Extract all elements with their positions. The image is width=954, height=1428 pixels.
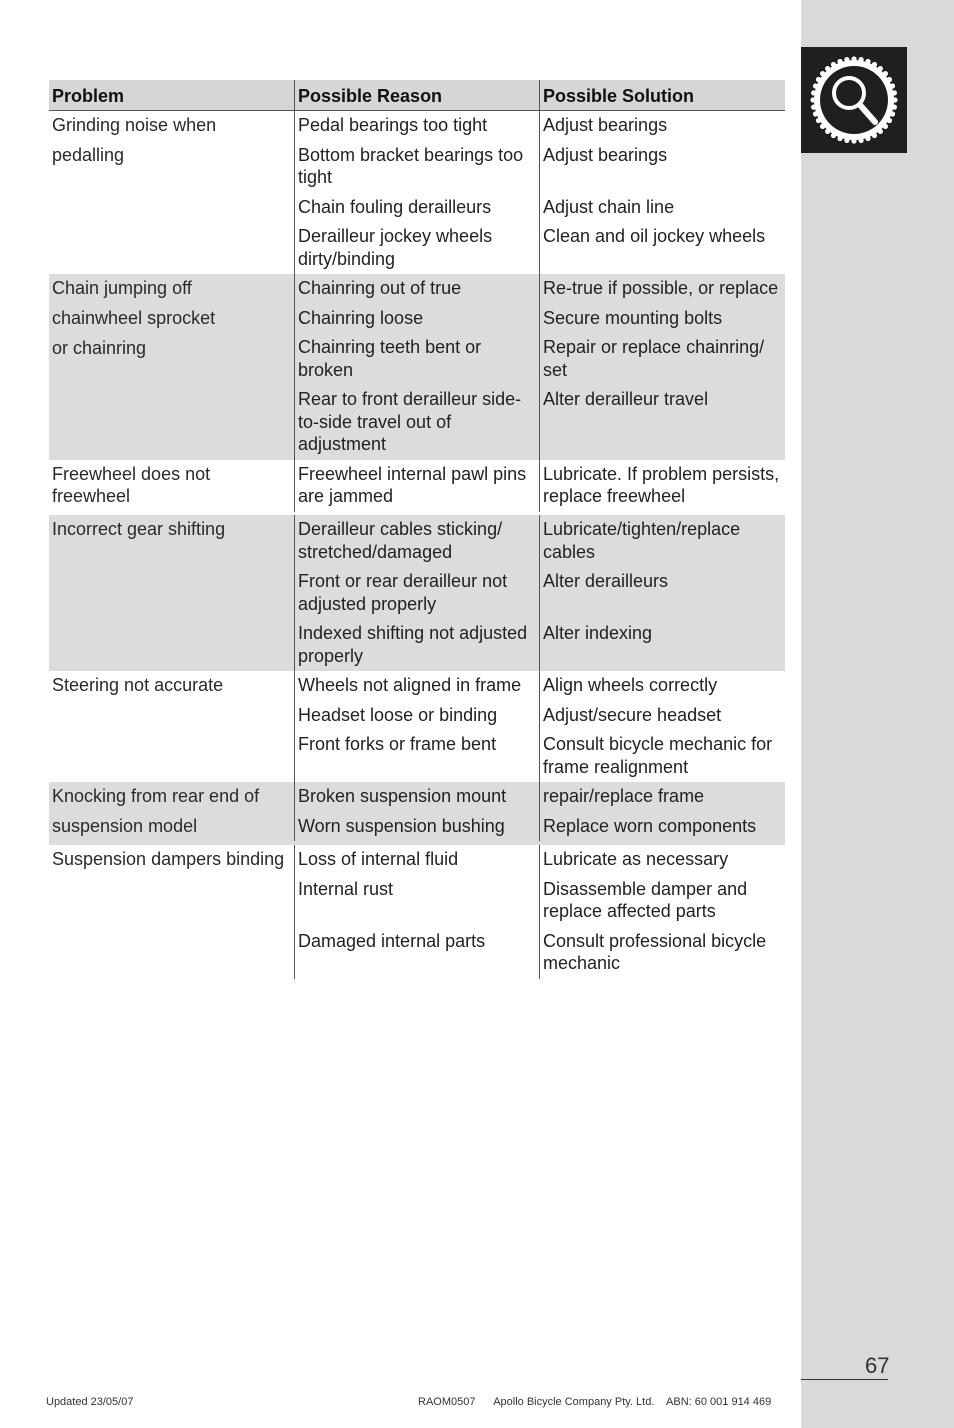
table-row — [294, 812, 785, 842]
reason-cell: Bottom bracket bearings too tight — [294, 141, 539, 193]
reason-cell: Chain fouling derailleurs — [294, 193, 539, 223]
reason-cell: Wheels not aligned in frame — [294, 671, 539, 701]
solution-cell: repair/replace frame — [539, 782, 785, 812]
table-row — [294, 304, 785, 334]
problem-text: Incorrect gear shifting — [52, 519, 226, 539]
table-body — [49, 111, 785, 979]
problem-cell — [49, 515, 294, 671]
solution-cell: Disassemble damper and replace affected parts — [539, 875, 785, 927]
table-row-group — [49, 671, 785, 782]
reason-cell: Derailleur cables sticking/ stretched/damaged — [294, 515, 539, 567]
table-row-group — [49, 515, 785, 671]
header-reason: Possible Reason — [294, 80, 539, 110]
reason-cell: Chainring teeth bent or broken — [294, 333, 539, 385]
header-problem: Problem — [52, 86, 125, 106]
reason-cell: Internal rust — [294, 875, 539, 927]
reason-cell: Indexed shifting not adjusted properly — [294, 619, 539, 671]
footer-updated: Updated 23/05/07 — [46, 1396, 134, 1408]
table-row — [294, 671, 785, 701]
problem-text: Freewheel does not freewheel — [52, 463, 211, 506]
table-row — [294, 111, 785, 141]
problem-text: suspension model — [52, 816, 198, 836]
table-row-group — [49, 845, 785, 979]
solution-cell: Re-true if possible, or replace — [539, 274, 785, 304]
reason-cell: Rear to front derailleur side-to-side travel out of adjustment — [294, 385, 539, 460]
table-header — [49, 80, 785, 111]
reason-cell: Worn suspension bushing — [294, 812, 539, 842]
solution-cell: Alter derailleur travel — [539, 385, 785, 460]
reason-cell: Derailleur jockey wheels dirty/binding — [294, 222, 539, 274]
section-badge — [801, 47, 907, 153]
header-solution: Possible Solution — [539, 80, 785, 110]
table-row — [294, 782, 785, 812]
problem-cell — [49, 274, 294, 460]
problem-text: Steering not accurate — [52, 675, 224, 695]
table-row — [294, 333, 785, 385]
solution-cell: Adjust chain line — [539, 193, 785, 223]
problem-text: chainwheel sprocket — [52, 308, 216, 328]
solution-cell: Adjust bearings — [539, 111, 785, 141]
table-row-group — [49, 274, 785, 460]
table-row-group — [49, 111, 785, 274]
table-row — [294, 141, 785, 193]
reason-cell: Freewheel internal pawl pins are jammed — [294, 460, 539, 512]
problem-text: Grinding noise when — [52, 115, 217, 135]
table-row — [294, 567, 785, 619]
table-row — [294, 274, 785, 304]
reason-cell: Headset loose or binding — [294, 701, 539, 731]
problem-text: Chain jumping off — [52, 278, 192, 298]
problem-cell — [49, 845, 294, 979]
problem-text: or chainring — [52, 338, 147, 358]
table-row — [294, 845, 785, 875]
table-row — [294, 385, 785, 460]
solution-cell: Consult professional bicycle mechanic — [539, 927, 785, 979]
solution-cell: Consult bicycle mechanic for frame realignment — [539, 730, 785, 782]
problem-cell — [49, 782, 294, 845]
problem-cell — [49, 671, 294, 782]
reason-cell: Pedal bearings too tight — [294, 111, 539, 141]
problem-cell — [49, 460, 294, 516]
table-row — [294, 460, 785, 512]
solution-cell: Alter indexing — [539, 619, 785, 671]
reason-cell: Chainring loose — [294, 304, 539, 334]
table-row — [294, 701, 785, 731]
solution-cell: Lubricate as necessary — [539, 845, 785, 875]
reason-cell: Damaged internal parts — [294, 927, 539, 979]
problem-cell — [49, 111, 294, 274]
solution-cell: Adjust bearings — [539, 141, 785, 193]
page-number-rule — [801, 1379, 888, 1380]
solution-cell: Align wheels correctly — [539, 671, 785, 701]
reason-cell: Front forks or frame bent — [294, 730, 539, 782]
problem-text: Suspension dampers binding — [52, 849, 285, 869]
table-row-group — [49, 782, 785, 845]
reason-cell: Chainring out of true — [294, 274, 539, 304]
magnifier-gear-icon — [809, 55, 899, 145]
table-row — [294, 193, 785, 223]
right-sidebar — [801, 0, 954, 1428]
solution-cell: Adjust/secure headset — [539, 701, 785, 731]
solution-cell: Repair or replace chainring/ set — [539, 333, 785, 385]
reason-cell: Front or rear derailleur not adjusted properly — [294, 567, 539, 619]
page-number: 67 — [865, 1353, 890, 1378]
reason-cell: Broken suspension mount — [294, 782, 539, 812]
solution-cell: Lubricate/tighten/replace cables — [539, 515, 785, 567]
table-row — [294, 515, 785, 567]
problem-text: Knocking from rear end of — [52, 786, 260, 806]
table-row-group — [49, 460, 785, 516]
solution-cell: Secure mounting bolts — [539, 304, 785, 334]
solution-cell: Clean and oil jockey wheels — [539, 222, 785, 274]
solution-cell: Replace worn components — [539, 812, 785, 842]
table-row — [294, 927, 785, 979]
troubleshooting-table — [49, 80, 785, 979]
table-row — [294, 222, 785, 274]
problem-text: pedalling — [52, 145, 125, 165]
table-row — [294, 875, 785, 927]
table-row — [294, 619, 785, 671]
solution-cell: Lubricate. If problem persists, replace freewheel — [539, 460, 785, 512]
solution-cell: Alter derailleurs — [539, 567, 785, 619]
table-row — [294, 730, 785, 782]
reason-cell: Loss of internal fluid — [294, 845, 539, 875]
footer-company: RAOM0507 Apollo Bicycle Company Pty. Ltd. ABN: 60 001 914 469 — [418, 1396, 772, 1408]
